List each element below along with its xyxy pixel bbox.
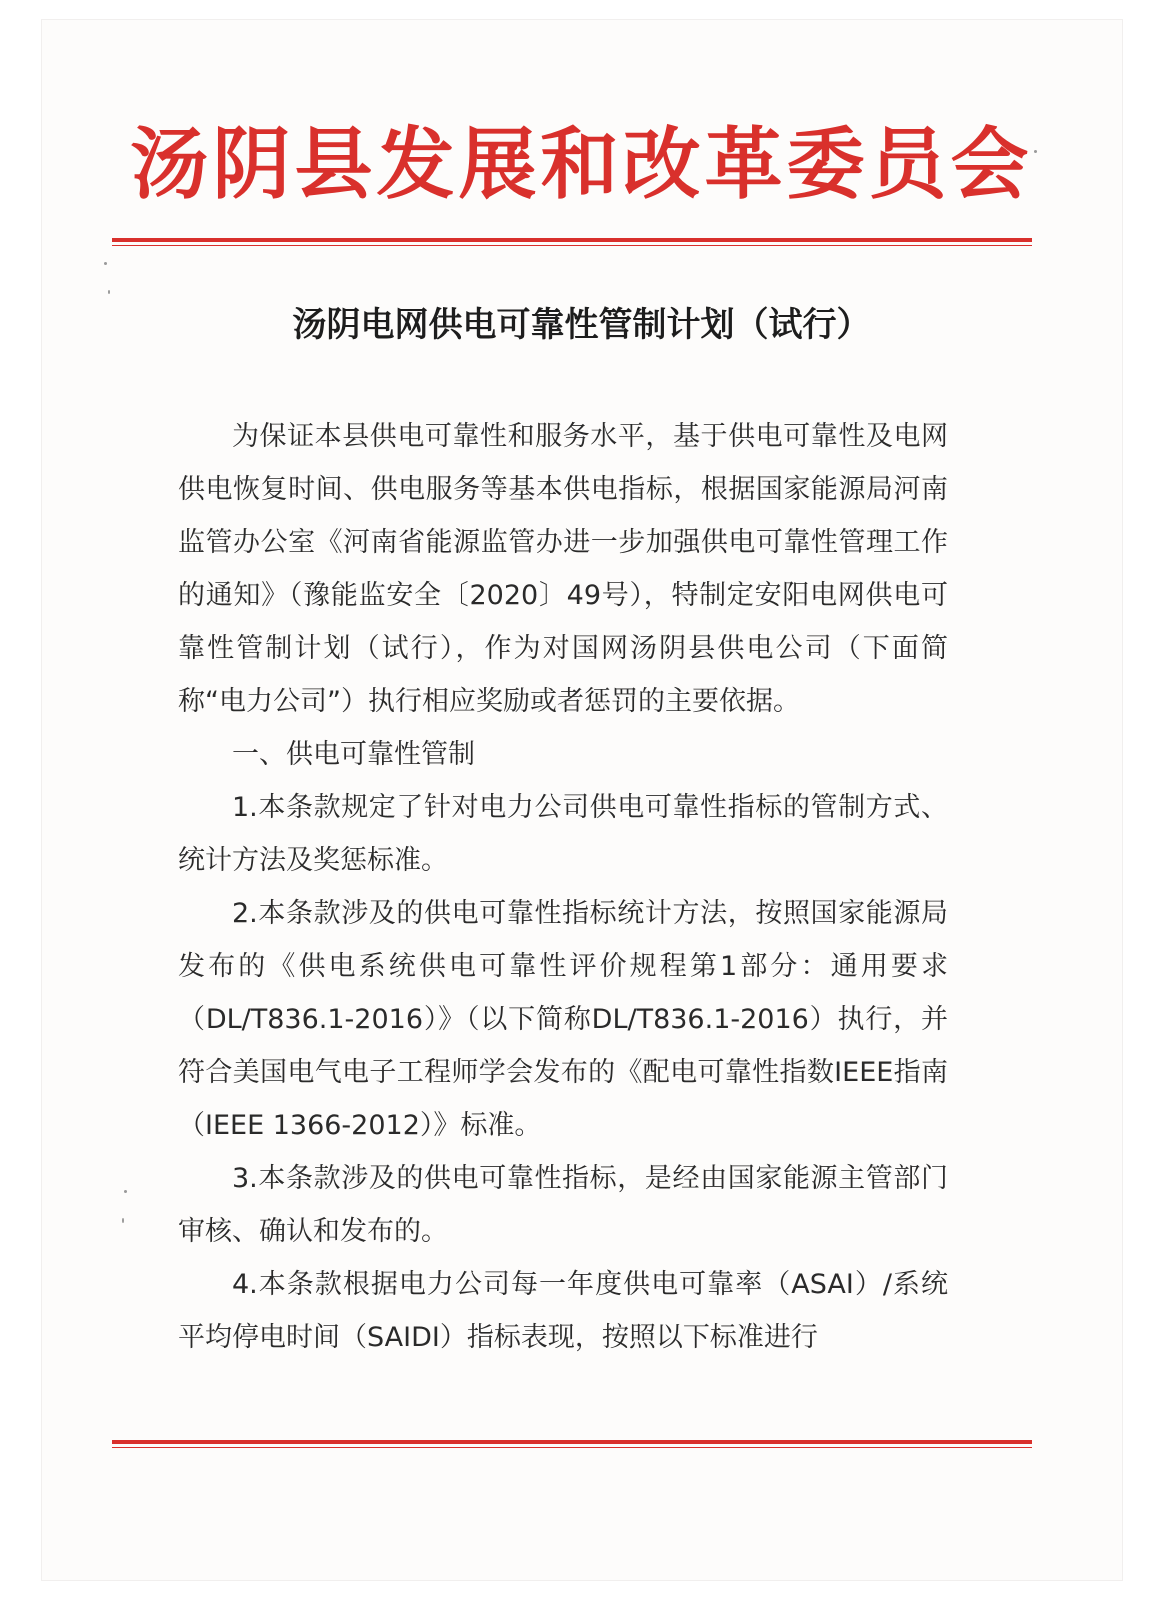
organization-header: 汤阴县发展和改革委员会 — [130, 119, 1033, 210]
scan-speck — [104, 262, 107, 265]
clause-3: 3.本条款涉及的供电可靠性指标，是经由国家能源主管部门审核、确认和发布的。 — [178, 1163, 948, 1247]
intro-paragraph: 为保证本县供电可靠性和服务水平，基于供电可靠性及电网供电恢复时间、供电服务等基本供电指标，根据国家能源局河南监管办公室《河南省能源监管办进一步加强供电可靠性管理工作的通知》（豫能监安全〔2020〕49号），特制定安阳电网供电可靠性管制计划（试行），作为对国网汤阴县供电公司（下面简称“电力公司”）执行相应奖励或者惩罚的主要依据。 — [178, 421, 948, 717]
clause-2: 2.本条款涉及的供电可靠性指标统计方法，按照国家能源局发布的《供电系统供电可靠性评价规程第1部分：通用要求（DL/T836.1-2016）》（以下简称DL/T836.1-2016）执行，并符合美国电气电子工程师学会发布的《配电可靠性指数IEEE指南（IEEE 1366-2012）》标准。 — [178, 898, 948, 1141]
scan-speck — [108, 290, 110, 294]
footer-rule-thick — [112, 1440, 1032, 1444]
clause-1: 1.本条款规定了针对电力公司供电可靠性指标的管制方式、统计方法及奖惩标准。 — [178, 792, 948, 876]
header-rule-thick — [112, 238, 1032, 242]
header-rule-thin — [112, 245, 1032, 246]
document-body — [178, 410, 948, 1364]
scan-speck — [1034, 150, 1037, 153]
clause-4: 4.本条款根据电力公司每一年度供电可靠率（ASAI）/系统平均停电时间（SAIDI）指标表现，按照以下标准进行 — [178, 1269, 948, 1353]
scan-speck — [124, 1190, 127, 1193]
section-heading: 一、供电可靠性管制 — [232, 739, 475, 770]
scan-speck — [122, 1218, 124, 1223]
document-title: 汤阴电网供电可靠性管制计划（试行） — [292, 305, 871, 345]
footer-rule-thin — [112, 1447, 1032, 1448]
